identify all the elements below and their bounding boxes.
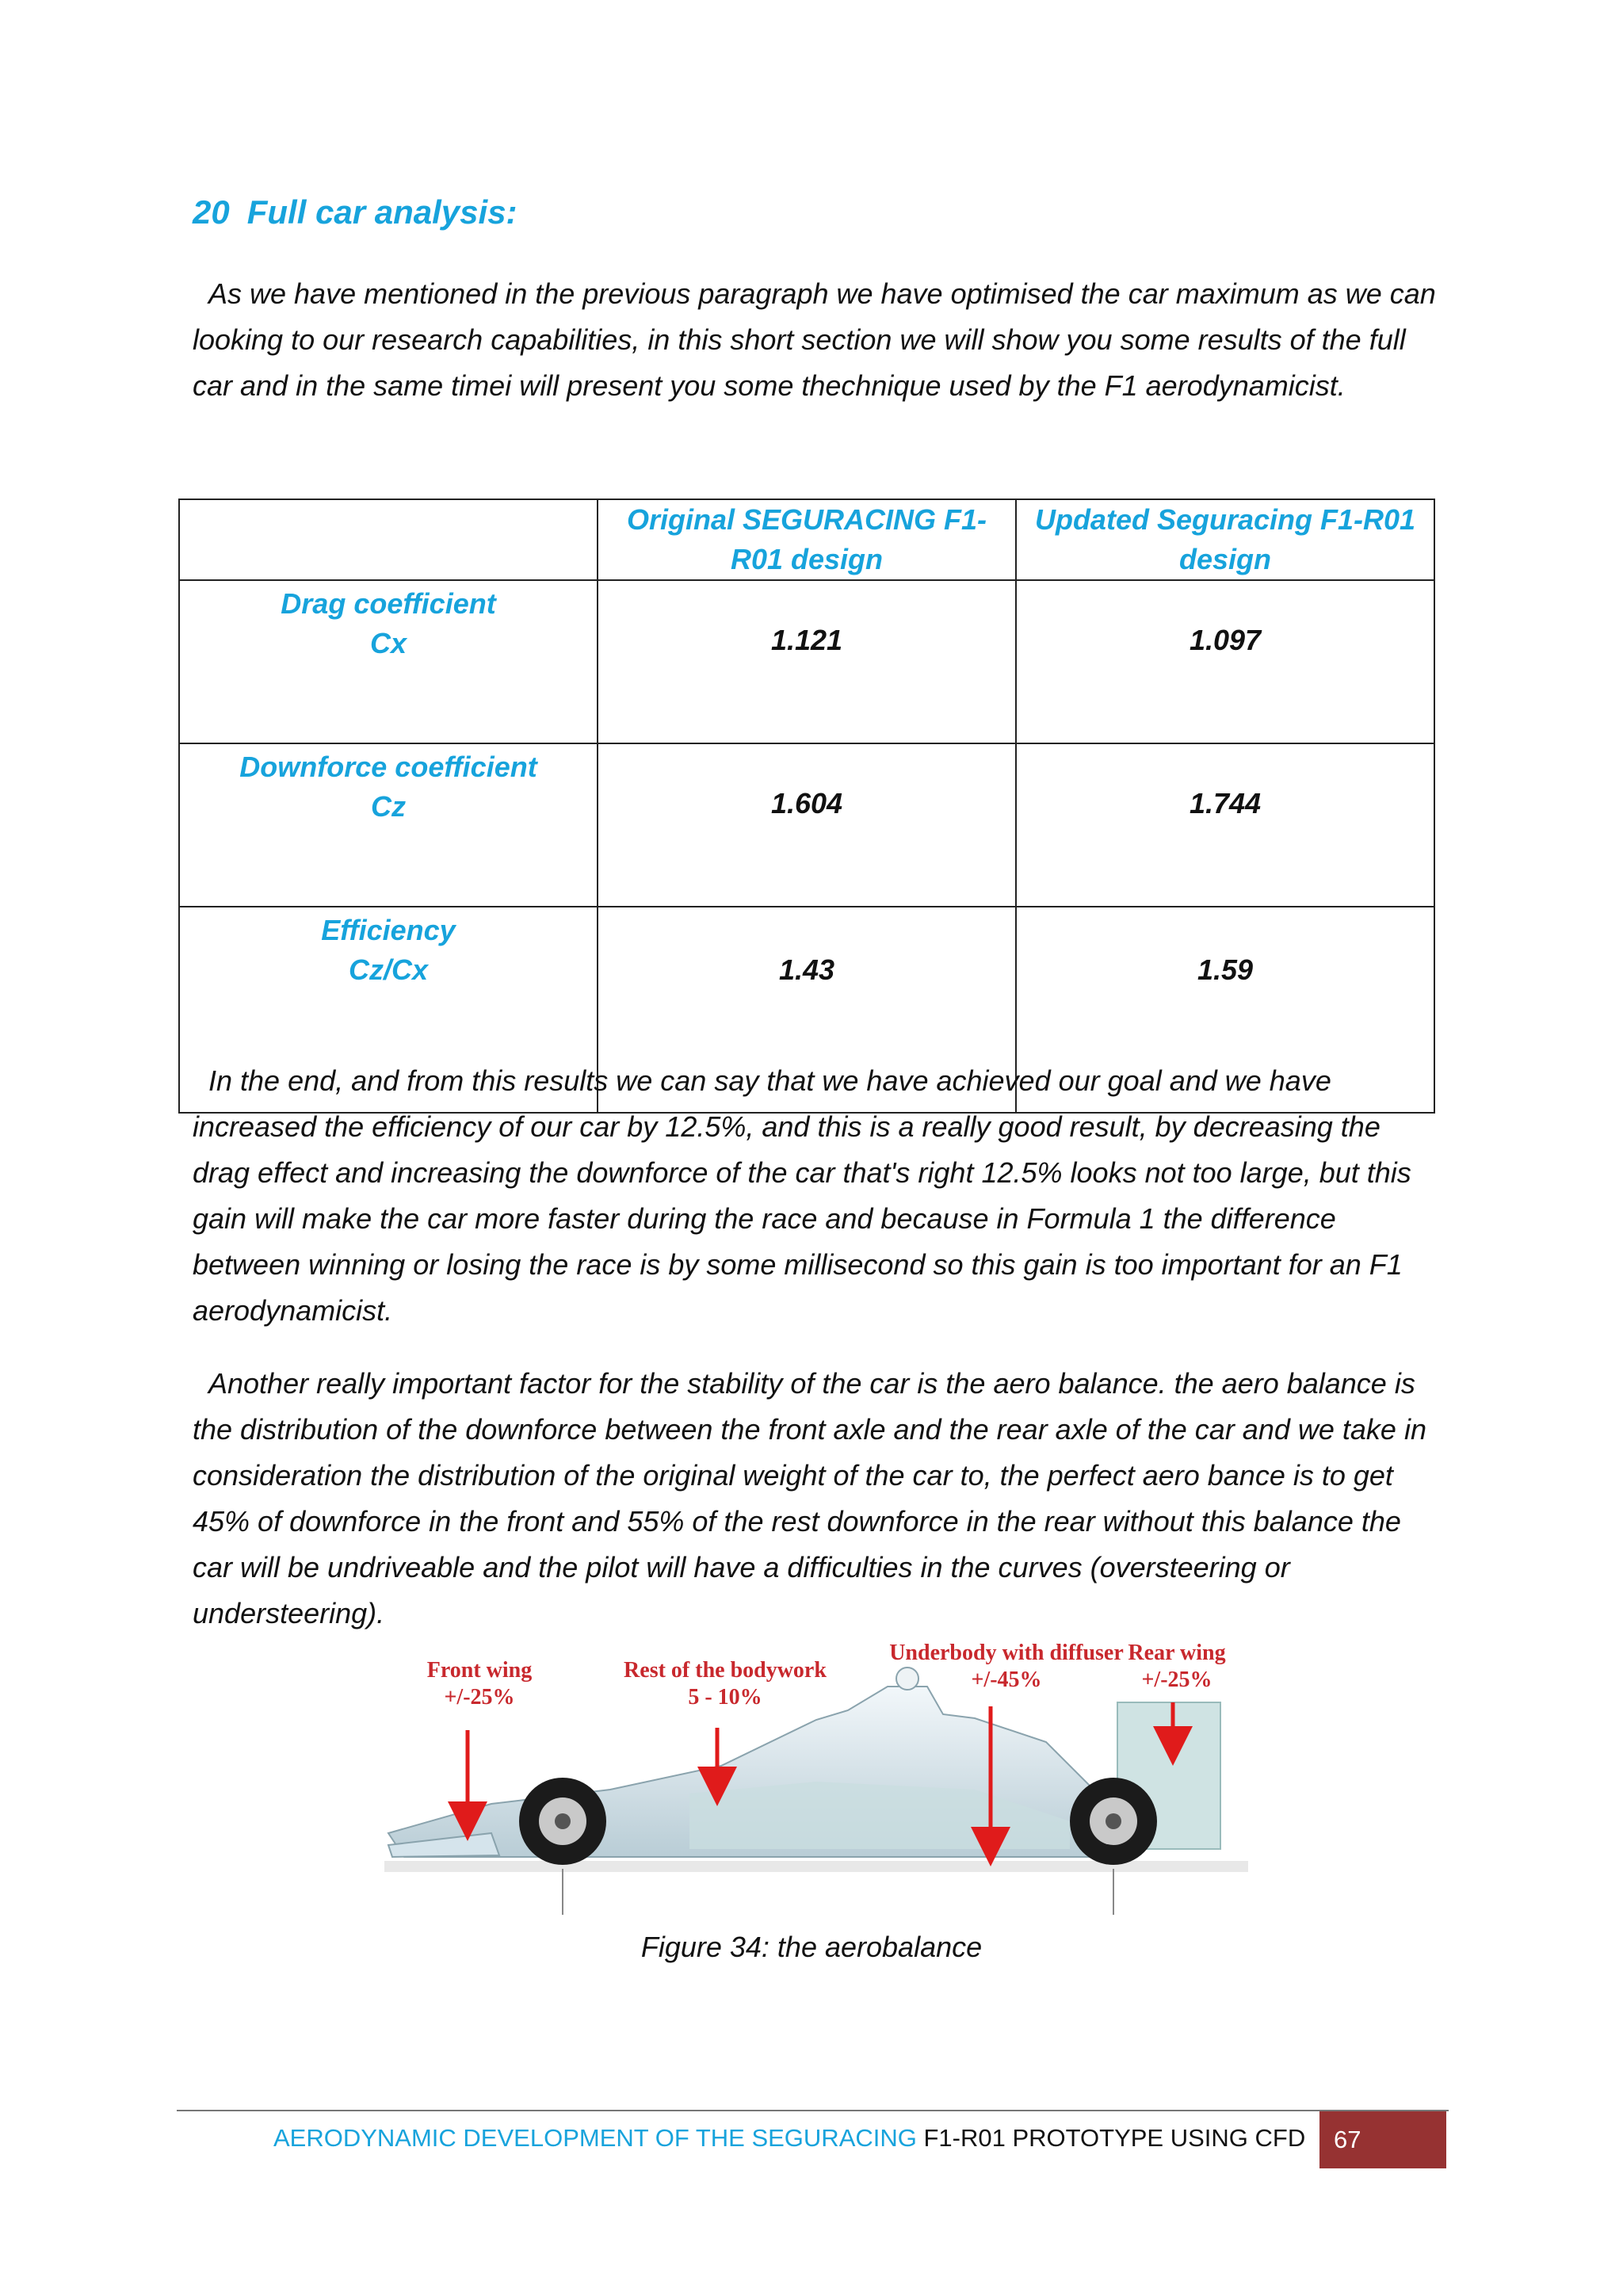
section-heading — [193, 193, 517, 231]
rear-wheel — [1070, 1778, 1157, 1865]
balance-paragraph — [193, 1361, 1445, 1637]
footer-divider — [177, 2110, 1449, 2111]
value-updated: 1.744 — [1016, 743, 1434, 907]
front-wheel — [519, 1778, 606, 1865]
column-header-original-line2: R01 design — [730, 543, 884, 575]
result-text: In the end, and from this results we can say that we have achieved our goal and we have increased the efficiency of our car by 12.5%, and this is a really good result, by decreasing the drag effect and increasing the downforce of the car that's right 12.5% looks not too large, but this gain will make the car more faster during the race and because in Formula 1 the difference between winning or losing the race is by some millisecond so this gain is too important for an F1 aerodynamicist. — [193, 1064, 1411, 1327]
row-header — [179, 743, 598, 907]
column-header-updated — [1016, 499, 1434, 580]
front-wing-label: Front wing — [426, 1658, 533, 1683]
column-header-updated-line2: design — [1178, 543, 1271, 575]
underbody-label: Underbody with diffuser — [889, 1641, 1124, 1665]
table-header-row — [179, 499, 1434, 580]
results-table — [178, 499, 1435, 1114]
value-original: 1.604 — [598, 743, 1016, 907]
underbody-value: +/-45% — [971, 1668, 1042, 1692]
table-row — [179, 580, 1434, 743]
row-label: Efficiency — [321, 914, 456, 946]
bodywork-label: Rest of the bodywork — [624, 1658, 827, 1683]
table-row — [179, 743, 1434, 907]
column-header-original-line1: Original SEGURACING F1- — [626, 503, 987, 536]
section-number: 20 — [193, 193, 230, 231]
footer-title-blue: AERODYNAMIC DEVELOPMENT OF THE SEGURACING — [273, 2124, 917, 2152]
rear-wing-value: +/-25% — [1141, 1668, 1212, 1692]
value-original: 1.43 — [598, 907, 1016, 1113]
table-corner-cell — [179, 499, 598, 580]
value-updated: 1.097 — [1016, 580, 1434, 743]
row-symbol: Cx — [369, 627, 407, 659]
row-symbol: Cz — [371, 790, 406, 823]
rear-wing-label: Rear wing — [1128, 1641, 1226, 1665]
aerobalance-figure — [372, 1631, 1260, 1926]
value-updated: 1.59 — [1016, 907, 1434, 1113]
section-title: Full car analysis: — [246, 193, 517, 231]
balance-text: Another really important factor for the stability of the car is the aero balance. the aero balance is the distribution of the downforce between the front axle and the rear axle of the car and we take in consideration the distribution of the original weight of the car to, the perfect aero bance is to get 45% of downforce in the front and 55% of the rest downforce in the rear without this balance the car will be undriveable and the pilot will have a difficulties in the curves (oversteering or understeering). — [193, 1367, 1426, 1629]
value-original: 1.121 — [598, 580, 1016, 743]
footer-title-dark: F1-R01 PROTOTYPE USING CFD — [916, 2124, 1306, 2152]
column-header-updated-line1: Updated Seguracing F1-R01 — [1034, 503, 1416, 536]
row-symbol: Cz/Cx — [348, 953, 429, 986]
figure-caption: Figure 34: the aerobalance — [640, 1931, 983, 1963]
row-label: Downforce coefficient — [239, 751, 537, 783]
row-label: Drag coefficient — [281, 587, 496, 620]
front-wing-value: +/-25% — [444, 1685, 515, 1710]
bodywork-value: 5 - 10% — [688, 1685, 762, 1710]
intro-text: As we have mentioned in the previous paragraph we have optimised the car maximum as we can looking to our research capabilities, in this short section we will show you some results of the full car and in the same timei will present you some thechnique used by the F1 aerodynamicist. — [193, 277, 1436, 402]
intro-paragraph — [193, 271, 1445, 409]
page-number: 67 — [1319, 2111, 1446, 2168]
column-header-original — [598, 499, 1016, 580]
row-header — [179, 580, 598, 743]
footer-title — [273, 2124, 1305, 2153]
driver-helmet — [896, 1668, 918, 1690]
result-paragraph — [193, 1058, 1445, 1334]
